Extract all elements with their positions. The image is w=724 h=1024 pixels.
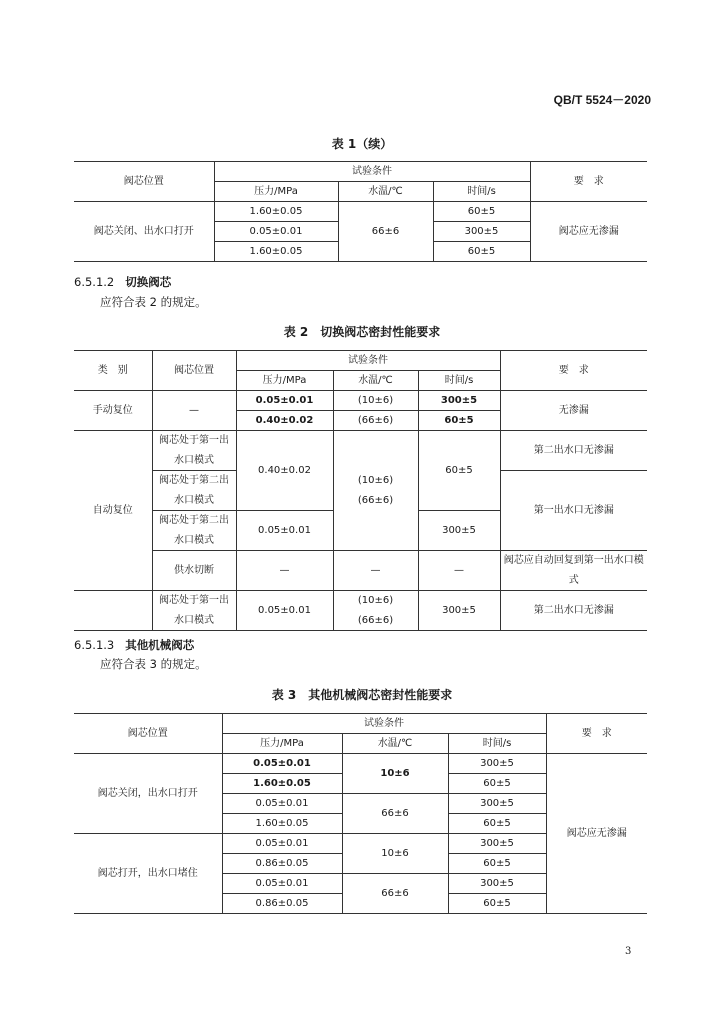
table2-time: 60±5	[418, 431, 500, 511]
table1-pressure: 1.60±0.05	[214, 202, 338, 222]
table1-header-time: 时间/s	[433, 182, 530, 202]
table2-requirement: 第一出水口无渗漏	[500, 471, 647, 551]
section-6512-heading	[74, 274, 171, 290]
table2-time: —	[418, 551, 500, 591]
table2-position-auto: 阀芯处于第一出水口模式	[152, 431, 236, 471]
table1-header-requirement: 要 求	[530, 162, 647, 202]
table3-caption: 表 3 其他机械阀芯密封性能要求	[271, 688, 453, 702]
table3-pressure: 0.05±0.01	[222, 834, 342, 854]
table1	[74, 161, 647, 262]
table3-pressure: 0.86±0.05	[222, 894, 342, 914]
table3-time: 60±5	[448, 774, 546, 794]
table2-header-category: 类 别	[74, 351, 152, 391]
table2-temp-auto	[333, 431, 418, 551]
table3-time: 60±5	[448, 854, 546, 874]
section-title: 其他机械阀芯	[125, 638, 195, 652]
section-title: 切换阀芯	[125, 275, 172, 289]
table2-header-temp: 水温/℃	[333, 371, 418, 391]
table2-requirement-manual: 无渗漏	[500, 391, 647, 431]
table2-pressure: 0.40±0.02	[236, 411, 333, 431]
table3-pressure: 0.05±0.01	[222, 794, 342, 814]
table3-requirement: 阀芯应无渗漏	[546, 754, 647, 914]
table1-time: 300±5	[433, 222, 530, 242]
table2-temp: (10±6)	[357, 595, 394, 606]
table2-position-auto: 阀芯处于第一出水口模式	[152, 591, 236, 631]
table2-requirement: 第二出水口无渗漏	[500, 591, 647, 631]
section-6513-heading	[74, 637, 194, 653]
table1-pressure: 0.05±0.01	[214, 222, 338, 242]
section-6513-text: 应符合表 3 的规定。	[100, 657, 207, 671]
table2-temp-auto	[333, 591, 418, 631]
table2-category-auto-cont	[74, 591, 152, 631]
table2-temp: (10±6)	[357, 475, 394, 486]
table2-position-auto: 供水切断	[152, 551, 236, 591]
table2-header-pressure: 压力/MPa	[236, 371, 333, 391]
table1-time: 60±5	[433, 242, 530, 262]
table1-header-temp: 水温/℃	[338, 182, 433, 202]
table3-pressure: 1.60±0.05	[222, 814, 342, 834]
table3-temp: 66±6	[342, 874, 448, 914]
table2-requirement: 第二出水口无渗漏	[500, 431, 647, 471]
table2-pressure: —	[236, 551, 333, 591]
table2-time: 60±5	[418, 411, 500, 431]
table1-position: 阀芯关闭、出水口打开	[74, 202, 214, 262]
document-number: QB/T 5524－2020	[553, 93, 651, 107]
page-number: 3	[625, 946, 632, 957]
table3-time: 60±5	[448, 894, 546, 914]
table3-header-position: 阀芯位置	[74, 714, 222, 754]
table2-position-auto: 阀芯处于第二出水口模式	[152, 471, 236, 511]
table3-header-time: 时间/s	[448, 734, 546, 754]
table-row	[74, 754, 647, 774]
table2-header-time: 时间/s	[418, 371, 500, 391]
table3-temp: 66±6	[342, 794, 448, 834]
table2-caption: 表 2 切换阀芯密封性能要求	[283, 325, 441, 339]
table2-temp: (10±6)	[333, 391, 418, 411]
table3-header-temp: 水温/℃	[342, 734, 448, 754]
table1-time: 60±5	[433, 202, 530, 222]
table3-header-conditions: 试验条件	[222, 714, 546, 734]
table3-time: 300±5	[448, 874, 546, 894]
table2-position-auto: 阀芯处于第二出水口模式	[152, 511, 236, 551]
table1-header-pressure: 压力/MPa	[214, 182, 338, 202]
table2-header-position: 阀芯位置	[152, 351, 236, 391]
table1-header-position: 阀芯位置	[74, 162, 214, 202]
table1-header-conditions: 试验条件	[214, 162, 530, 182]
table2-temp: (66±6)	[357, 494, 394, 506]
table2-time: 300±5	[418, 591, 500, 631]
section-number: 6.5.1.2	[74, 275, 115, 289]
table3-pressure: 1.60±0.05	[222, 774, 342, 794]
table2-temp: —	[333, 551, 418, 591]
table-row	[74, 391, 647, 411]
table1-requirement: 阀芯应无渗漏	[530, 202, 647, 262]
table2-pressure: 0.05±0.01	[236, 511, 333, 551]
table3-time: 60±5	[448, 814, 546, 834]
table3-pressure: 0.05±0.01	[222, 754, 342, 774]
table3-time: 300±5	[448, 794, 546, 814]
table1-temp: 66±6	[338, 202, 433, 262]
section-6512-text: 应符合表 2 的规定。	[100, 295, 207, 309]
table3-temp: 10±6	[342, 754, 448, 794]
table1-caption: 表 1（续）	[331, 137, 393, 151]
table2-position-manual: —	[152, 391, 236, 431]
table2-pressure: 0.05±0.01	[236, 591, 333, 631]
table2-pressure: 0.05±0.01	[236, 391, 333, 411]
table2-temp: (66±6)	[333, 411, 418, 431]
table2-category-manual: 手动复位	[74, 391, 152, 431]
table3-time: 300±5	[448, 754, 546, 774]
table1-pressure: 1.60±0.05	[214, 242, 338, 262]
table3-position: 阀芯打开，出水口堵住	[74, 834, 222, 914]
table2-category-auto: 自动复位	[74, 431, 152, 591]
section-number: 6.5.1.3	[74, 638, 115, 652]
table3-pressure: 0.05±0.01	[222, 874, 342, 894]
table2-header-conditions: 试验条件	[236, 351, 500, 371]
table2-requirement: 阀芯应自动回复到第一出水口模式	[500, 551, 647, 591]
table3-temp: 10±6	[342, 834, 448, 874]
table3-header-pressure: 压力/MPa	[222, 734, 342, 754]
table2-temp: (66±6)	[357, 614, 394, 626]
table2-time: 300±5	[418, 511, 500, 551]
table3-time: 300±5	[448, 834, 546, 854]
table3-pressure: 0.86±0.05	[222, 854, 342, 874]
table2-pressure: 0.40±0.02	[236, 431, 333, 511]
table3-position: 阀芯关闭，出水口打开	[74, 754, 222, 834]
table2	[74, 350, 647, 631]
table-row	[74, 202, 647, 222]
table3-header-requirement: 要 求	[546, 714, 647, 754]
table2-header-requirement: 要 求	[500, 351, 647, 391]
table2-time: 300±5	[418, 391, 500, 411]
table3	[74, 713, 647, 914]
